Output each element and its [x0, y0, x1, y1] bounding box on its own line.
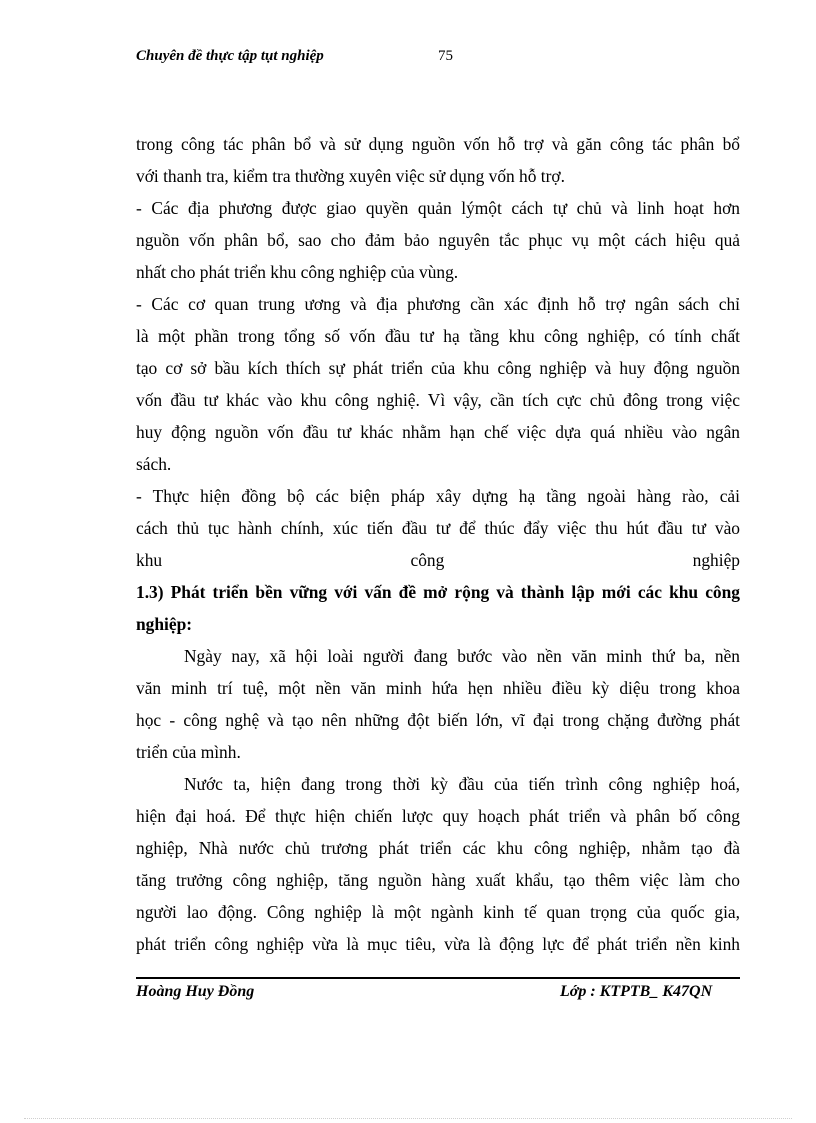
text-line: nghiệp, Nhà nước chủ trương phát triển các khu công nghiệp, nhằm tạo đà: [136, 838, 740, 858]
text-line: vốn đầu tư khác vào khu công nghiệ. Vì vậy, cần tích cực chủ đông trong việc: [136, 390, 740, 410]
footer-divider: [136, 977, 740, 979]
text-line: - Thực hiện đồng bộ các biện pháp xây dựng hạ tầng ngoài hàng rào, cải: [136, 486, 740, 506]
page-header: [136, 48, 740, 72]
text-line: với thanh tra, kiểm tra thường xuyên việc sử dụng vốn hỗ trợ.: [136, 166, 565, 186]
footer-author: Hoàng Huy Đồng: [136, 983, 255, 1000]
text-line: là một phần trong tổng số vốn đầu tư hạ tầng khu công nghiệp, có tính chất: [136, 326, 740, 346]
text-line: - Các địa phương được giao quyền quản lýmột cách tự chủ và linh hoạt hơn: [136, 198, 740, 218]
text-line: tăng trưởng công nghiệp, tăng nguồn hàng xuất khẩu, tạo thêm việc làm cho: [136, 870, 740, 890]
text-line: khu công nghiệp: [136, 550, 740, 570]
text-line: hiện đại hoá. Để thực hiện chiến lược quy hoạch phát triển và phân bố công: [136, 806, 740, 826]
text-line: văn minh trí tuệ, một nền văn minh hứa hẹn nhiều điều kỳ diệu trong khoa: [136, 678, 740, 698]
text-line: cách thủ tục hành chính, xúc tiến đầu tư để thúc đẩy việc thu hút đầu tư vào: [136, 518, 740, 538]
page-bottom-edge: [24, 1118, 792, 1119]
text-line: huy động nguồn vốn đầu tư khác nhằm hạn chế việc dựa quá nhiều vào ngân: [136, 422, 740, 442]
text-line: trong công tác phân bổ và sử dụng nguồn vốn hỗ trợ và găn công tác phân bổ: [136, 134, 740, 154]
text-line: nguồn vốn phân bổ, sao cho đảm bảo nguyên tắc phục vụ một cách hiệu quả: [136, 230, 740, 250]
text-line: nhất cho phát triển khu công nghiệp của vùng.: [136, 262, 459, 282]
text-line: sách.: [136, 454, 172, 474]
document-title: Chuyên đề thực tập tụt nghiệp: [136, 48, 324, 64]
footer-class: Lớp : KTPTB_ K47QN: [560, 983, 713, 1000]
text-line: 1.3) Phát triển bền vững với vấn đề mở rộng và thành lập mới các khu công: [136, 582, 740, 602]
text-line: - Các cơ quan trung ương và địa phương cần xác định hỗ trợ ngân sách chỉ: [136, 294, 740, 314]
page-number: 75: [438, 48, 453, 64]
text-line: Ngày nay, xã hội loài người đang bước vào nền văn minh thứ ba, nền: [184, 646, 740, 666]
text-line: triển của mình.: [136, 742, 241, 762]
text-line: phát triển công nghiệp vừa là mục tiêu, vừa là động lực để phát triển nền kinh: [136, 934, 740, 954]
text-line: học - công nghệ và tạo nên những đột biến lớn, vĩ đại trong chặng đường phát: [136, 710, 740, 730]
text-line: tạo cơ sở bầu kích thích sự phát triển của khu công nghiệp và huy động nguồn: [136, 358, 740, 378]
text-line: nghiệp:: [136, 614, 193, 634]
text-line: người lao động. Công nghiệp là một ngành kinh tế quan trọng của quốc gia,: [136, 902, 740, 922]
document-body: [136, 128, 740, 960]
text-line: Nước ta, hiện đang trong thời kỳ đầu của tiến trình công nghiệp hoá,: [184, 774, 740, 794]
